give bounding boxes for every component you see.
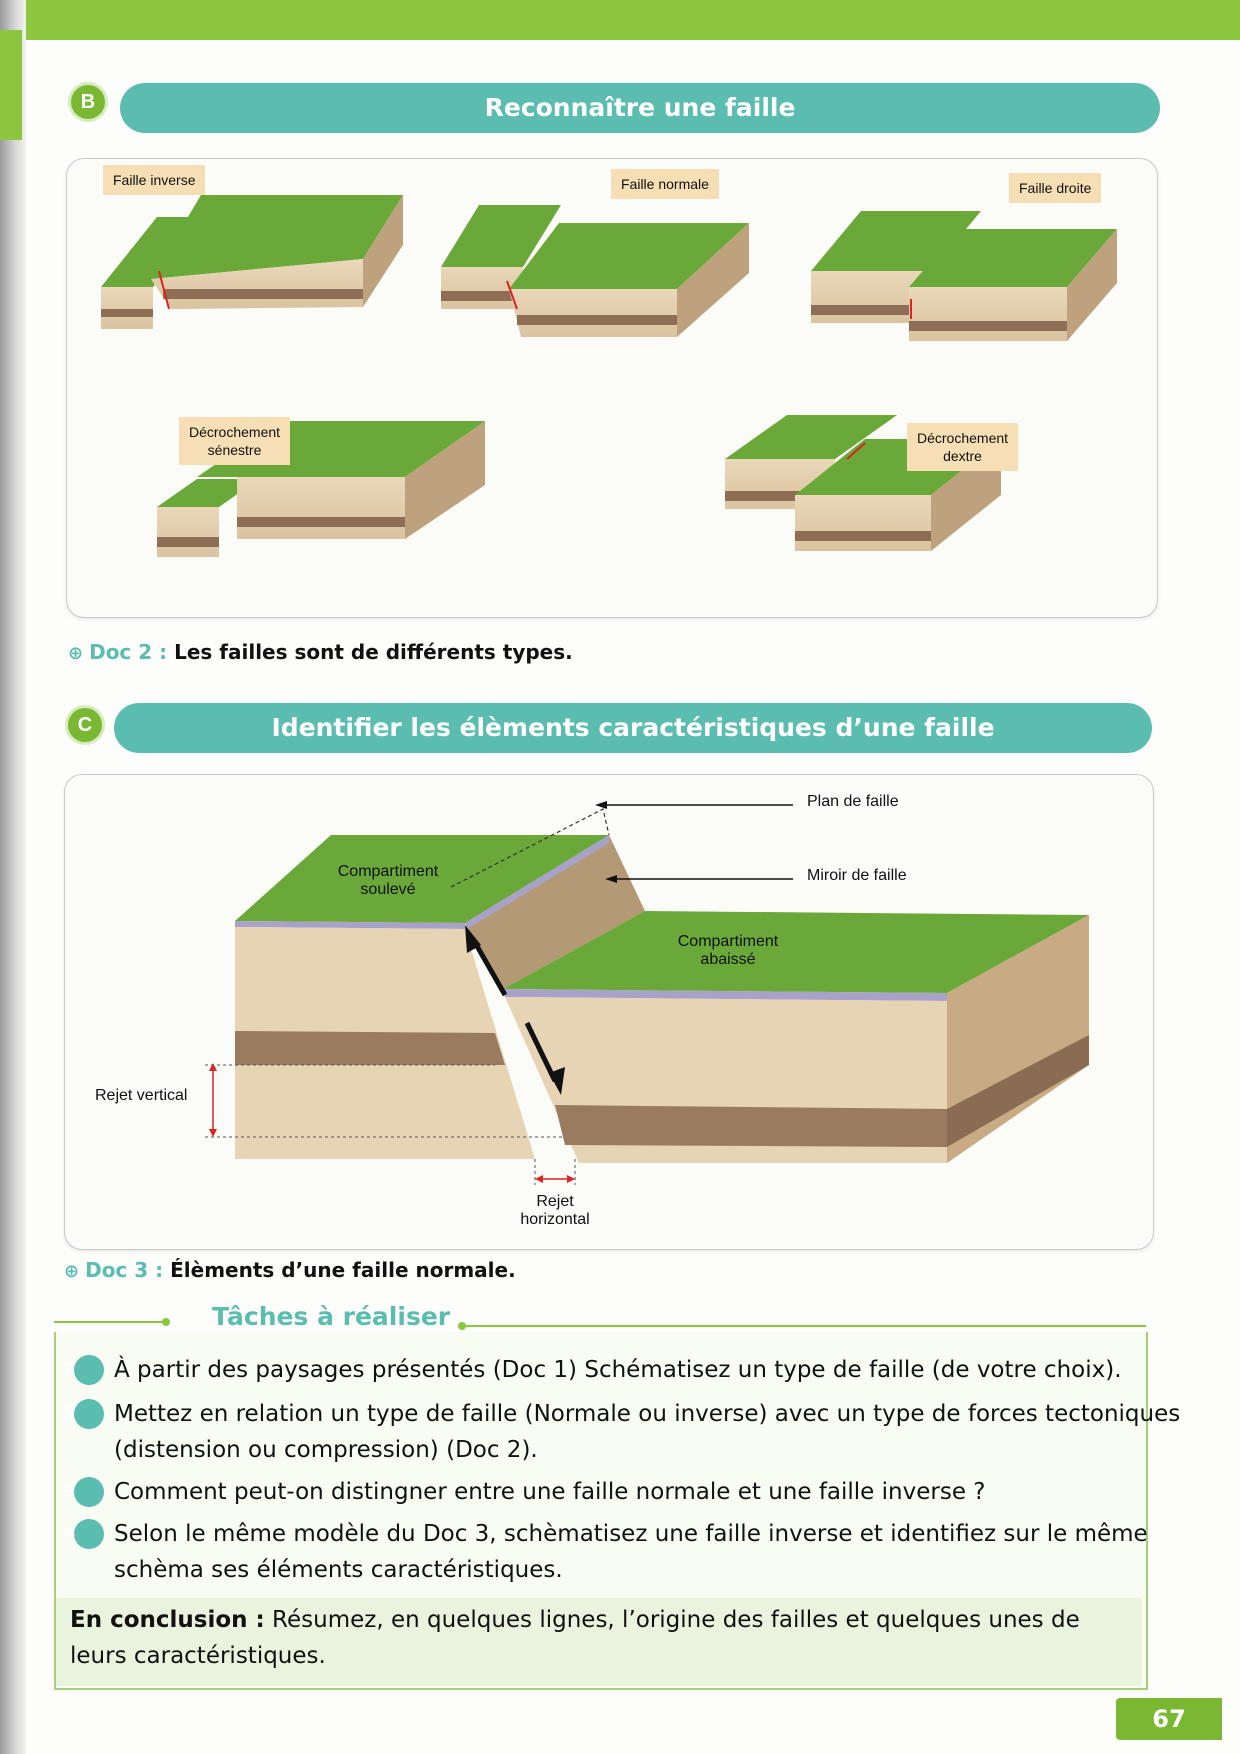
doc2-caption: ⊕ Doc 2 : Les failles sont de différents types.: [68, 640, 573, 664]
page-number: 67: [1116, 1698, 1222, 1740]
doc3-caption: ⊕ Doc 3 : Élèments d’une faille normale.: [64, 1258, 516, 1282]
compartiment-souleve-label: Compartiment soulevé: [337, 863, 439, 898]
section-b-title: Reconnaître une faille: [120, 83, 1160, 133]
task-item-3: 3 Comment peut-on distingner entre une faille normale et une faille inverse ?: [62, 1479, 986, 1505]
tasks-title: Tâches à réaliser: [212, 1302, 451, 1331]
rejet-vertical-label: Rejet vertical: [95, 1087, 188, 1104]
compartiment-abaisse-label: Compartiment abaissé: [677, 933, 779, 968]
top-color-bar: [0, 0, 1240, 40]
decrochement-dextre-label: Décrochement dextre: [907, 423, 1018, 471]
decrochement-senestre-label: Décrochement sénestre: [179, 417, 290, 465]
faille-droite-label: Faille droite: [1009, 173, 1101, 203]
doc3-panel: [64, 774, 1154, 1250]
doc3-diagram: [65, 775, 1153, 1249]
miroir-de-faille-label: Miroir de faille: [807, 867, 907, 884]
arrow-icon: ⊕: [64, 1261, 80, 1282]
section-b-badge: B: [71, 85, 105, 119]
faille-inverse-label: Faille inverse: [103, 165, 205, 195]
rejet-horizontal-label: Rejet horizontal: [520, 1193, 590, 1228]
page-binding-shadow: [0, 0, 26, 1754]
faille-normale-label: Faille normale: [611, 169, 719, 199]
conclusion: En conclusion : Résumez, en quelques lignes, l’origine des failles et quelques unes de leurs caractéristiques.: [56, 1598, 1142, 1686]
left-color-tab: [0, 30, 22, 140]
section-c-title: Identifier les élèments caractéristiques d’une faille: [114, 703, 1152, 753]
task-item-1: 1 À partir des paysages présentés (Doc 1) Schématisez un type de faille (de votre choix).: [62, 1357, 1122, 1383]
faille-inverse-diagram: [101, 195, 403, 329]
plan-de-faille-label: Plan de faille: [807, 793, 899, 810]
title-line-left: [54, 1321, 166, 1323]
faille-droite-diagram: [811, 211, 1117, 341]
arrow-icon: ⊕: [68, 643, 84, 664]
task-item-2: 2 Mettez en relation un type de faille (Normale ou inverse) avec un type de forces tectoniques (distension ou compression) (Doc 2).: [62, 1401, 1181, 1463]
task-item-4: 4 Selon le même modèle du Doc 3, schèmatisez une faille inverse et identifiez sur le même schèma ses éléments caractéristiques.: [62, 1521, 1148, 1583]
faille-normale-diagram: [441, 205, 749, 337]
doc2-panel: [66, 158, 1158, 618]
section-c-badge: C: [68, 708, 102, 742]
title-line-right: [462, 1325, 1146, 1327]
doc2-diagrams: [67, 159, 1157, 617]
